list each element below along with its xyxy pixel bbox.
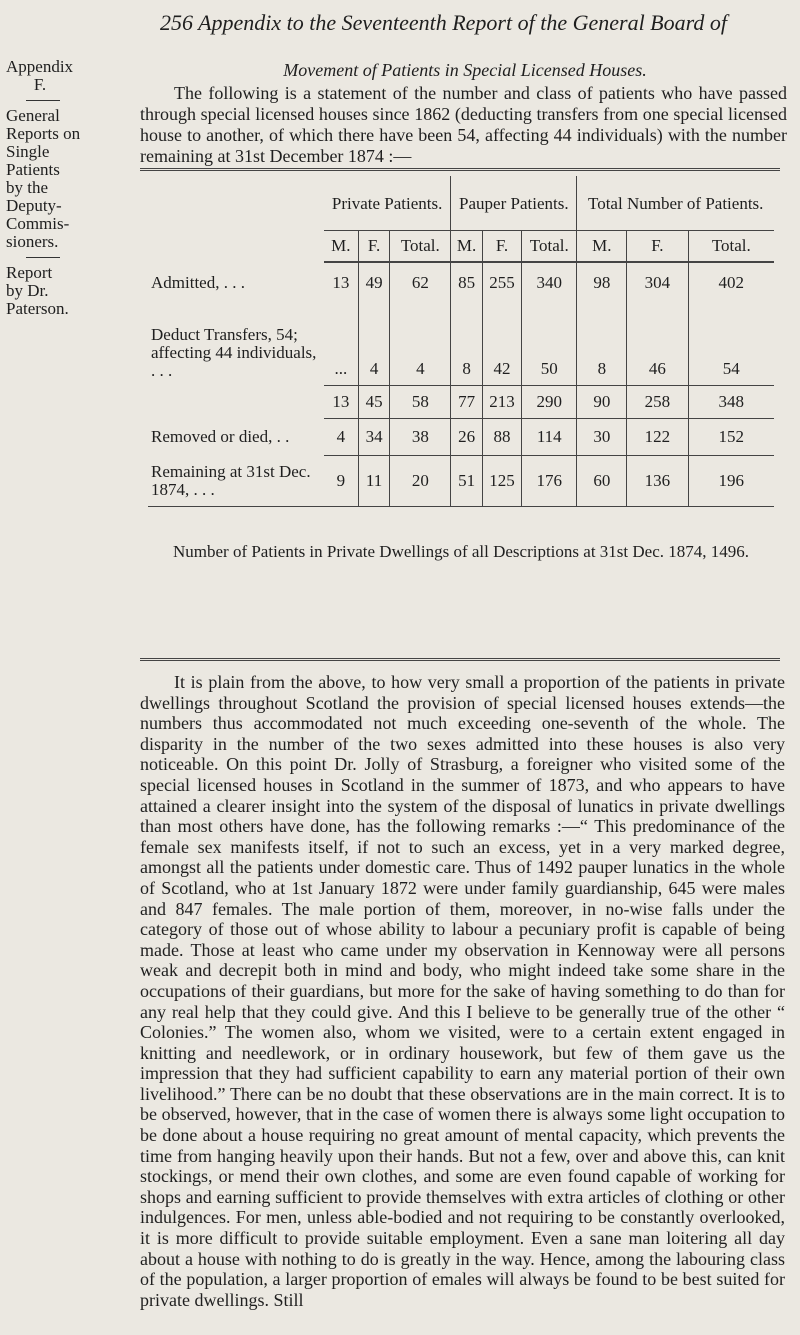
table-corner xyxy=(148,176,324,231)
cell: 49 xyxy=(358,262,390,303)
group-header-total: Total Number of Patients. xyxy=(577,176,774,231)
cell: 402 xyxy=(688,262,774,303)
cell: 85 xyxy=(451,262,483,303)
table-row xyxy=(148,303,774,386)
row-label: Removed or died, . . xyxy=(151,427,290,446)
cell: 8 xyxy=(451,303,483,386)
group-header-pauper: Pauper Patients. xyxy=(451,176,577,231)
cell: 58 xyxy=(390,386,451,419)
cell: 122 xyxy=(627,419,688,456)
cell: 9 xyxy=(324,456,358,507)
cell: 42 xyxy=(482,303,521,386)
sub-header: M. xyxy=(324,231,358,263)
table-row xyxy=(148,456,774,507)
table-row xyxy=(148,419,774,456)
margin-report-line: by Dr. xyxy=(6,281,49,300)
margin-appendix: Appendix xyxy=(6,57,74,76)
cell: 4 xyxy=(358,303,390,386)
cell: 38 xyxy=(390,419,451,456)
margin-rule xyxy=(26,100,60,101)
cell: 20 xyxy=(390,456,451,507)
margin-appendix-letter: F. xyxy=(33,75,47,94)
cell: 90 xyxy=(577,386,627,419)
sub-header: M. xyxy=(577,231,627,263)
cell: 4 xyxy=(324,419,358,456)
margin-notes xyxy=(6,58,86,318)
table-footer-note: Number of Patients in Private Dwellings of all Descriptions at 31st Dec. 1874, 1496. xyxy=(148,507,774,588)
cell: 13 xyxy=(324,386,358,419)
cell: 348 xyxy=(688,386,774,419)
cell: 11 xyxy=(358,456,390,507)
margin-line: by the xyxy=(6,178,49,197)
margin-report-line: Paterson. xyxy=(6,299,69,318)
cell: 34 xyxy=(358,419,390,456)
table-bottom-rule xyxy=(140,658,780,661)
sub-header: Total. xyxy=(688,231,774,263)
margin-line: Commis- xyxy=(6,214,70,233)
cell: 13 xyxy=(332,273,350,292)
sub-header: F. xyxy=(358,231,390,263)
row-label: Remaining at 31st Dec. 1874, . . . xyxy=(151,461,311,499)
cell: 60 xyxy=(577,456,627,507)
cell: 4 xyxy=(390,303,451,386)
body-paragraph: It is plain from the above, to how very small a proportion of the patients in private dwellings throughout Scotland the provision of special licensed houses extends—the numbers thus accommodated not much exceeding one-seventh of the whole. The disparity in the number of the two sexes admitted into these houses is also very noticeable. On this point Dr. Jolly of Strasburg, a foreigner who visited some of the special licensed houses in Scotland in the summer of 1873, and who appears to have attained a clearer insight into the system of the disposal of lunatics in private dwellings than most others have done, has the following remarks :—“ This predominance of the female sex manifests itself, if not to such an excess, yet in a very marked degree, amongst all the patients under domestic care. Thus of 1492 pauper lunatics in the whole of Scotland, who at 1st January 1872 were under family guardianship, 645 were males and 847 females. The male portion of them, moreover, in no-wise falls under the category of those out of whose ability to labour a pecuniary profit is capable of being made. Those at least who came under my observation in Kennoway were all persons weak and decrepit both in mind and body, who might indeed take some share in the occupations of their guardians, but more for the sake of having something to do than for any real help that they could give. And this I believe to be generally true of the other “ Colonies.” The women also, whom we visited, were to a certain extent engaged in knitting and needlework, or in ordinary housework, but few of them gave us the impression that they had sufficient capability to earn any material portion of their own livelihood.” There can be no doubt that these observations are in the main correct. It is to be observed, however, that in the case of women there is always some light occupation to be done about a house requiring no great amount of mental capacity, which prevents the time from hanging heavily upon their hands. But not a few, over and above this, can knit stockings, or mend their own clothes, and some are even found capable of working for shops and earning sufficient to provide themselves with extra articles of clothing or other indulgences. For men, unless able-bodied and not requiring to be constantly overlooked, it is more difficult to provide suitable employment. Even a sane man loitering all day about a house with nothing to do is greatly in the way. Hence, among the labouring class of the population, a larger proportion of emales will always be found to be best suited for private dwellings. Still xyxy=(140,672,785,1310)
margin-line: Patients xyxy=(6,160,60,179)
cell: ... xyxy=(334,359,348,378)
cell: 114 xyxy=(522,419,577,456)
cell: 255 xyxy=(482,262,521,303)
margin-rule xyxy=(26,257,60,258)
cell: 8 xyxy=(577,303,627,386)
page-header: 256 Appendix to the Seventeenth Report of the General Board of xyxy=(160,10,727,35)
sub-header: M. xyxy=(451,231,483,263)
sub-header: Total. xyxy=(390,231,451,263)
cell: 340 xyxy=(522,262,577,303)
margin-line: sioners. xyxy=(6,232,59,251)
sub-header: Total. xyxy=(522,231,577,263)
margin-line: General xyxy=(6,106,60,125)
cell: 54 xyxy=(688,303,774,386)
cell: 152 xyxy=(688,419,774,456)
table-footer-row xyxy=(148,507,774,588)
cell: 62 xyxy=(390,262,451,303)
cell: 30 xyxy=(577,419,627,456)
cell: 50 xyxy=(522,303,577,386)
patients-table xyxy=(148,176,774,587)
cell: 136 xyxy=(627,456,688,507)
cell: 304 xyxy=(627,262,688,303)
cell: 46 xyxy=(627,303,688,386)
margin-line: Reports on xyxy=(6,124,81,143)
table-row xyxy=(148,262,774,303)
margin-line: Deputy- xyxy=(6,196,62,215)
section-title: Movement of Patients in Special Licensed Houses. xyxy=(283,60,647,80)
cell: 213 xyxy=(482,386,521,419)
row-label: Deduct Transfers, 54; affecting 44 individuals, . . . xyxy=(151,324,317,380)
cell: 88 xyxy=(482,419,521,456)
cell: 176 xyxy=(522,456,577,507)
cell: 290 xyxy=(522,386,577,419)
row-label: Admitted, . . . xyxy=(151,272,245,292)
cell: 98 xyxy=(577,262,627,303)
cell: 258 xyxy=(627,386,688,419)
margin-line: Single xyxy=(6,142,50,161)
margin-report-line: Report xyxy=(6,263,53,282)
table-corner xyxy=(148,231,324,263)
cell: 26 xyxy=(451,419,483,456)
sub-header: F. xyxy=(627,231,688,263)
table-row xyxy=(148,386,774,419)
cell: 77 xyxy=(451,386,483,419)
cell: 125 xyxy=(482,456,521,507)
cell: 196 xyxy=(688,456,774,507)
sub-header: F. xyxy=(482,231,521,263)
row-label xyxy=(148,386,324,419)
group-header-private: Private Patients. xyxy=(324,176,451,231)
cell: 51 xyxy=(451,456,483,507)
cell: 45 xyxy=(358,386,390,419)
table-top-rule xyxy=(140,168,780,171)
intro-paragraph: The following is a statement of the number and class of patients who have passed through special licensed houses since 1862 (deducting transfers from one special licensed house to another, of which there have been 54, affecting 44 individuals) with the number remaining at 31st December 1874 :— xyxy=(140,83,787,166)
